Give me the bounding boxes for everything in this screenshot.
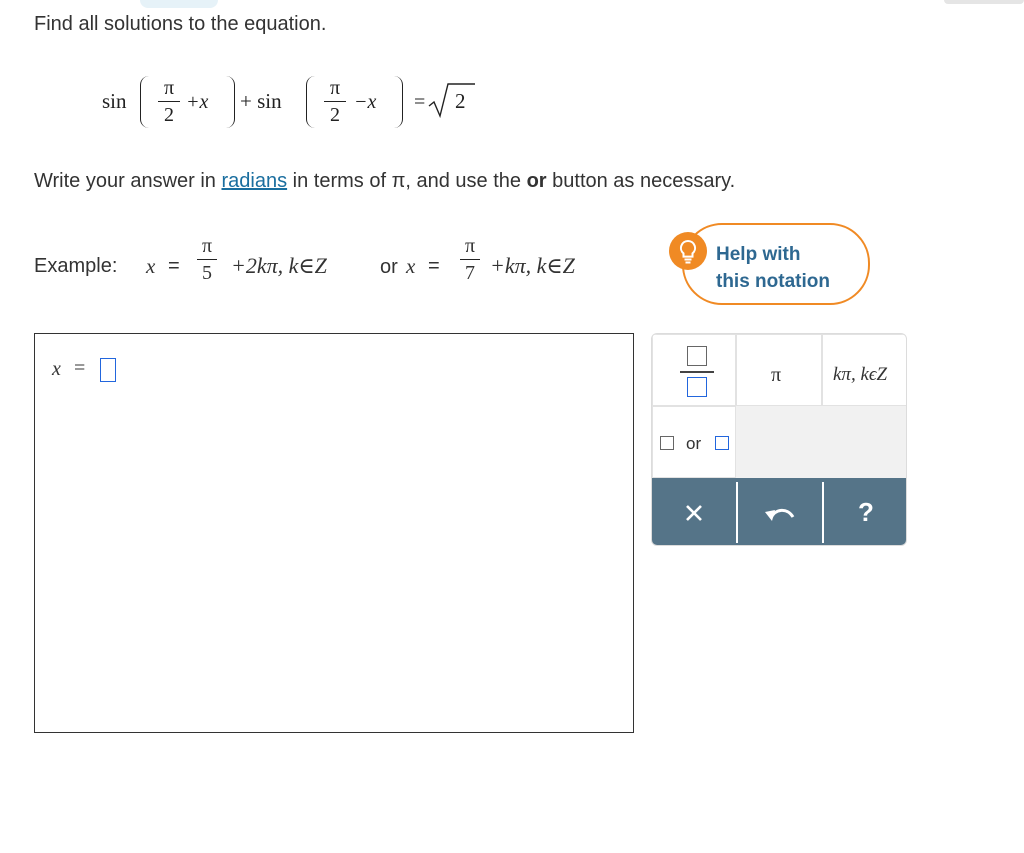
example-term-1: +2kπ, k∈Z: [231, 253, 327, 278]
x-icon: [684, 503, 704, 523]
kpi-key-label: kπ, kϵZ: [833, 364, 888, 385]
math-palette: [651, 333, 907, 546]
equation: [0, 0, 520, 150]
palette-help-button[interactable]: [824, 478, 907, 546]
instruction-before: Write your answer in: [34, 170, 222, 192]
instruction-after: button as necessary.: [546, 170, 736, 192]
or-key[interactable]: [652, 406, 736, 478]
equation-equals: =: [414, 91, 426, 113]
or-right-box: [715, 436, 729, 450]
fraction-numerator: π: [329, 77, 341, 99]
fraction-numerator: π: [464, 235, 476, 257]
palette-action-bar: [652, 478, 907, 546]
example-equals-1: =: [168, 255, 180, 277]
answer-input-area[interactable]: [34, 333, 634, 733]
instruction-text: [34, 170, 735, 193]
equation-left-paren-1: [140, 76, 149, 128]
equation-fraction-2: [324, 78, 346, 125]
sqrt-value: 2: [455, 89, 466, 113]
fraction-key[interactable]: [652, 334, 736, 406]
undo-icon: [763, 502, 797, 524]
example-or: or: [380, 256, 398, 278]
fraction-bar: [680, 371, 714, 373]
equation-minus-x: −x: [354, 91, 377, 113]
top-right-tab-indicator: [944, 0, 1024, 4]
example-x-2: x: [406, 254, 416, 278]
equation-right-paren-1: [226, 76, 235, 128]
fraction-bottom-box: [687, 377, 707, 397]
fraction-top-box: [687, 346, 707, 366]
equation-fraction-1: [158, 78, 180, 125]
answer-placeholder-box[interactable]: [100, 358, 116, 382]
radians-link[interactable]: radians: [221, 170, 288, 192]
equation-plus-sin: + sin: [240, 89, 282, 113]
help-label-line2: this notation: [716, 271, 830, 292]
example-fraction-1: [197, 236, 217, 283]
fraction-numerator: π: [201, 235, 213, 257]
equation-plus-x: [186, 91, 208, 114]
lightbulb-icon: [669, 232, 707, 270]
fraction-numerator: π: [163, 77, 175, 99]
equation-sin-1: sin: [102, 89, 127, 113]
example-fraction-2: [460, 236, 480, 283]
kpi-key[interactable]: [822, 334, 907, 406]
pi-key-label: π: [771, 364, 782, 386]
instruction-or-bold: or: [526, 170, 547, 192]
example-x-1: x: [146, 254, 156, 278]
fraction-denominator: 2: [164, 104, 174, 126]
clear-button[interactable]: [652, 478, 736, 546]
question-text: Find all solutions to the equation.: [34, 13, 327, 35]
fraction-denominator: 2: [330, 104, 340, 126]
example-term-2: +kπ, k∈Z: [490, 253, 575, 278]
example-equals-2: =: [428, 255, 440, 277]
fraction-denominator: 5: [202, 262, 212, 284]
answer-equals: =: [74, 357, 86, 379]
pi-key[interactable]: [736, 334, 822, 406]
or-key-label: or: [686, 434, 702, 453]
question-mark-icon: ?: [858, 497, 874, 527]
example-label: Example:: [34, 255, 118, 277]
fraction-denominator: 7: [465, 262, 475, 284]
plus-x-text: +x: [186, 91, 209, 113]
undo-button[interactable]: [738, 478, 822, 546]
or-left-box: [660, 436, 674, 450]
answer-x-label: x: [52, 358, 61, 380]
instruction-middle: in terms of π, and use the: [287, 170, 527, 192]
sqrt-symbol: [428, 80, 476, 120]
help-button-label: [716, 241, 830, 295]
help-label-line1: Help with: [716, 244, 801, 265]
equation-left-paren-2: [306, 76, 315, 128]
equation-right-paren-2: [394, 76, 403, 128]
